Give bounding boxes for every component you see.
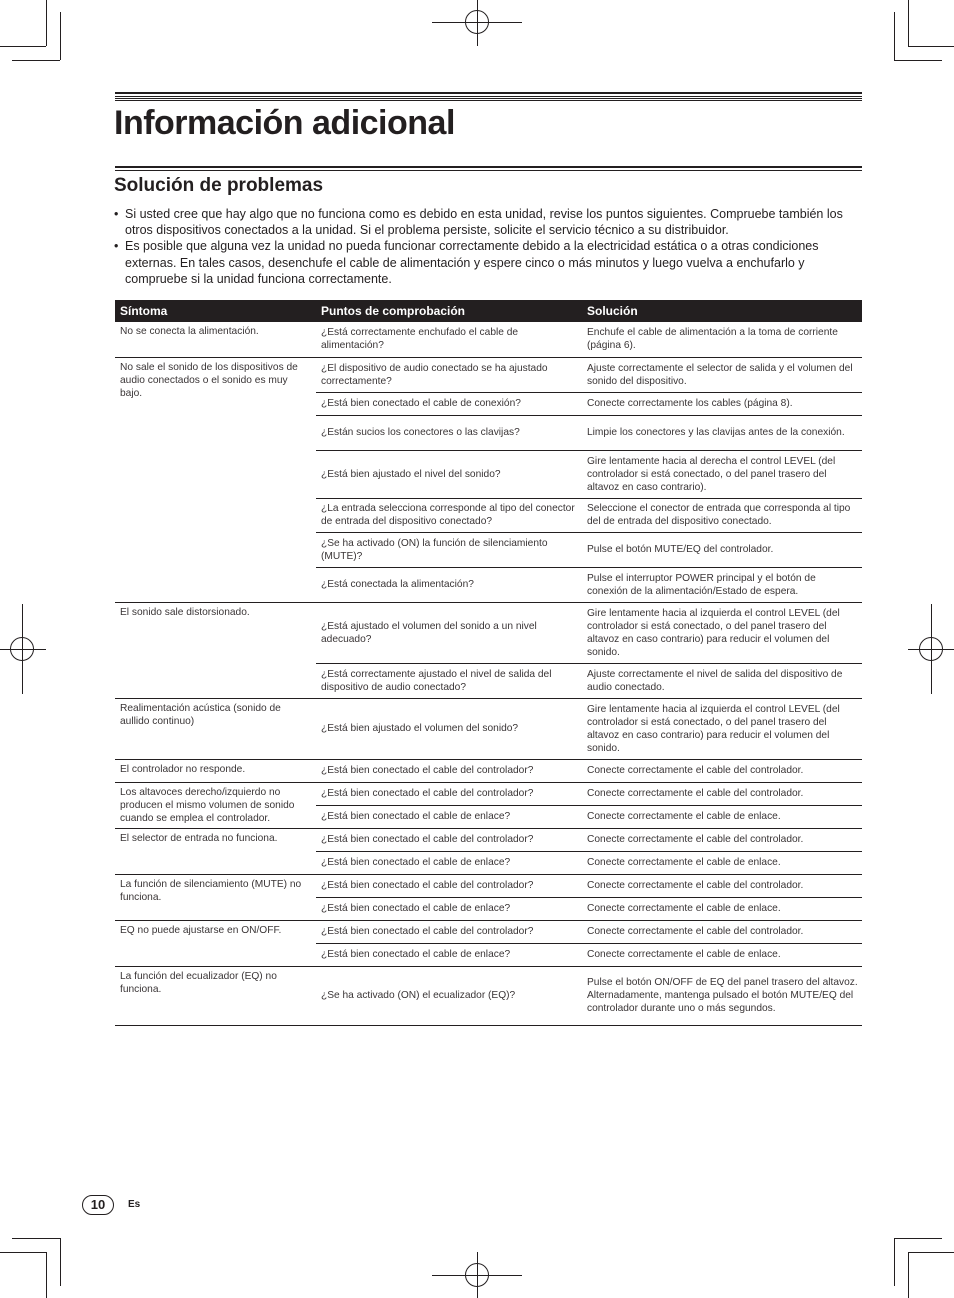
solution-cell: Conecte correctamente el cable de enlace. <box>582 805 862 828</box>
table-row <box>115 828 862 851</box>
language-code: Es <box>128 1199 141 1210</box>
check-cell: ¿La entrada selecciona corresponde al tipo del conector de entrada del dispositivo conectado? <box>316 498 582 532</box>
table-row <box>115 602 862 663</box>
crop-mark <box>894 1238 895 1286</box>
intro-bullet: • Es posible que alguna vez la unidad no pueda funcionar correctamente debido a la electricidad estática o a otras condiciones externas. En tales casos, desenchufe el cable de alimentación y espere cinco o más minutos y luego vuelva a enchufarlo y compruebe si la unidad funciona correctamente. <box>114 238 862 287</box>
section-rule <box>115 166 862 171</box>
solution-cell: Pulse el botón MUTE/EQ del controlador. <box>582 532 862 567</box>
crop-mark <box>60 1238 61 1286</box>
symptom-cell: Los altavoces derecho/izquierdo no producen el mismo volumen de sonido cuando se emplea el controlador. <box>115 782 316 828</box>
solution-cell: Enchufe el cable de alimentación a la toma de corriente (página 6). <box>582 322 862 357</box>
crop-mark <box>894 12 895 60</box>
symptom-cell: Realimentación acústica (sonido de aullido continuo) <box>115 698 316 759</box>
crop-mark <box>60 12 61 60</box>
solution-cell: Conecte correctamente el cable del controlador. <box>582 782 862 805</box>
check-cell: ¿Se ha activado (ON) el ecualizador (EQ)? <box>316 966 582 1025</box>
solution-cell: Conecte correctamente el cable de enlace. <box>582 851 862 874</box>
solution-cell: Gire lentamente hacia al derecha el control LEVEL (del controlador si está conectado, o del panel trasero del altavoz en caso contrario). <box>582 450 862 498</box>
column-header-symptom: Síntoma <box>115 300 316 322</box>
registration-mark <box>10 637 34 661</box>
table-row <box>115 698 862 759</box>
check-cell: ¿Está bien conectado el cable del controlador? <box>316 920 582 943</box>
symptom-cell: No se conecta la alimentación. <box>115 322 316 357</box>
check-cell: ¿Está bien conectado el cable del controlador? <box>316 828 582 851</box>
crop-mark <box>908 1252 909 1298</box>
symptom-cell: EQ no puede ajustarse en ON/OFF. <box>115 920 316 966</box>
check-cell: ¿Está bien conectado el cable de enlace? <box>316 805 582 828</box>
check-cell: ¿El dispositivo de audio conectado se ha ajustado correctamente? <box>316 357 582 392</box>
check-cell: ¿Están sucios los conectores o las clavijas? <box>316 415 582 450</box>
solution-cell: Conecte correctamente el cable del controlador. <box>582 920 862 943</box>
check-cell: ¿Está bien conectado el cable del controlador? <box>316 759 582 782</box>
check-cell: ¿Está bien ajustado el nivel del sonido? <box>316 450 582 498</box>
check-cell: ¿Está bien conectado el cable de conexión? <box>316 392 582 415</box>
check-cell: ¿Está bien conectado el cable del controlador? <box>316 874 582 897</box>
solution-cell: Gire lentamente hacia al izquierda el control LEVEL (del controlador si está conectado, o del panel trasero del altavoz en caso contrario) para reducir el volumen del sonido. <box>582 602 862 663</box>
table-row <box>115 759 862 782</box>
column-header-solution: Solución <box>582 300 862 322</box>
registration-mark <box>919 637 943 661</box>
symptom-cell: No sale el sonido de los dispositivos de audio conectados o el sonido es muy bajo. <box>115 357 316 602</box>
solution-cell: Conecte correctamente el cable del controlador. <box>582 759 862 782</box>
check-cell: ¿Está correctamente enchufado el cable de alimentación? <box>316 322 582 357</box>
check-cell: ¿Está conectada la alimentación? <box>316 567 582 602</box>
crop-mark <box>0 1252 46 1253</box>
check-cell: ¿Está bien conectado el cable del controlador? <box>316 782 582 805</box>
page-title: Información adicional <box>114 104 455 142</box>
crop-mark <box>12 1238 60 1239</box>
symptom-cell: El sonido sale distorsionado. <box>115 602 316 698</box>
solution-cell: Ajuste correctamente el selector de salida y el volumen del sonido del dispositivo. <box>582 357 862 392</box>
solution-cell: Conecte correctamente el cable de enlace. <box>582 943 862 966</box>
crop-mark <box>12 60 60 61</box>
table-row <box>115 782 862 805</box>
symptom-cell: El selector de entrada no funciona. <box>115 828 316 874</box>
intro-bullet: • Si usted cree que hay algo que no funciona como es debido en esta unidad, revise los puntos siguientes. Compruebe también los otros dispositivos conectados a la unidad. Si el problema persiste, solicite el servicio técnico a su distribuidor. <box>114 206 862 238</box>
table-row <box>115 920 862 943</box>
registration-mark <box>465 10 489 34</box>
table-header-row <box>115 300 862 322</box>
registration-mark <box>465 1263 489 1287</box>
symptom-cell: La función de silenciamiento (MUTE) no funciona. <box>115 874 316 920</box>
table-row <box>115 966 862 1025</box>
solution-cell: Gire lentamente hacia al izquierda el control LEVEL (del controlador si está conectado, o del panel trasero del altavoz en caso contrario) para reducir el volumen del sonido. <box>582 698 862 759</box>
solution-cell: Conecte correctamente el cable del controlador. <box>582 874 862 897</box>
solution-cell: Pulse el botón ON/OFF de EQ del panel trasero del altavoz. Alternadamente, mantenga pulsado el botón MUTE/EQ del controlador durante uno o más segundos. <box>582 966 862 1025</box>
solution-cell: Seleccione el conector de entrada que corresponda al tipo del de entrada del dispositivo conectado. <box>582 498 862 532</box>
table-row <box>115 874 862 897</box>
intro-text <box>114 206 862 287</box>
check-cell: ¿Está bien conectado el cable de enlace? <box>316 943 582 966</box>
crop-mark <box>908 46 954 47</box>
column-header-check: Puntos de comprobación <box>316 300 582 322</box>
check-cell: ¿Está bien conectado el cable de enlace? <box>316 851 582 874</box>
solution-cell: Conecte correctamente los cables (página 8). <box>582 392 862 415</box>
solution-cell: Pulse el interruptor POWER principal y el botón de conexión de la alimentación/Estado de espera. <box>582 567 862 602</box>
crop-mark <box>0 46 46 47</box>
symptom-cell: El controlador no responde. <box>115 759 316 782</box>
solution-cell: Ajuste correctamente el nivel de salida del dispositivo de audio conectado. <box>582 663 862 698</box>
crop-mark <box>894 60 942 61</box>
table-row <box>115 357 862 392</box>
page-number: 10 <box>82 1195 114 1215</box>
crop-mark <box>46 1252 47 1298</box>
symptom-cell: La función del ecualizador (EQ) no funciona. <box>115 966 316 1025</box>
check-cell: ¿Está bien ajustado el volumen del sonido? <box>316 698 582 759</box>
table-row <box>115 322 862 357</box>
solution-cell: Conecte correctamente el cable de enlace. <box>582 897 862 920</box>
crop-mark <box>908 0 909 46</box>
crop-mark <box>894 1238 942 1239</box>
solution-cell: Limpie los conectores y las clavijas antes de la conexión. <box>582 415 862 450</box>
title-rule <box>115 92 862 101</box>
check-cell: ¿Se ha activado (ON) la función de silenciamiento (MUTE)? <box>316 532 582 567</box>
check-cell: ¿Está ajustado el volumen del sonido a un nivel adecuado? <box>316 602 582 663</box>
crop-mark <box>908 1252 954 1253</box>
check-cell: ¿Está bien conectado el cable de enlace? <box>316 897 582 920</box>
solution-cell: Conecte correctamente el cable del controlador. <box>582 828 862 851</box>
section-title: Solución de problemas <box>114 175 324 196</box>
crop-mark <box>46 0 47 46</box>
check-cell: ¿Está correctamente ajustado el nivel de salida del dispositivo de audio conectado? <box>316 663 582 698</box>
troubleshooting-table <box>115 300 862 1026</box>
